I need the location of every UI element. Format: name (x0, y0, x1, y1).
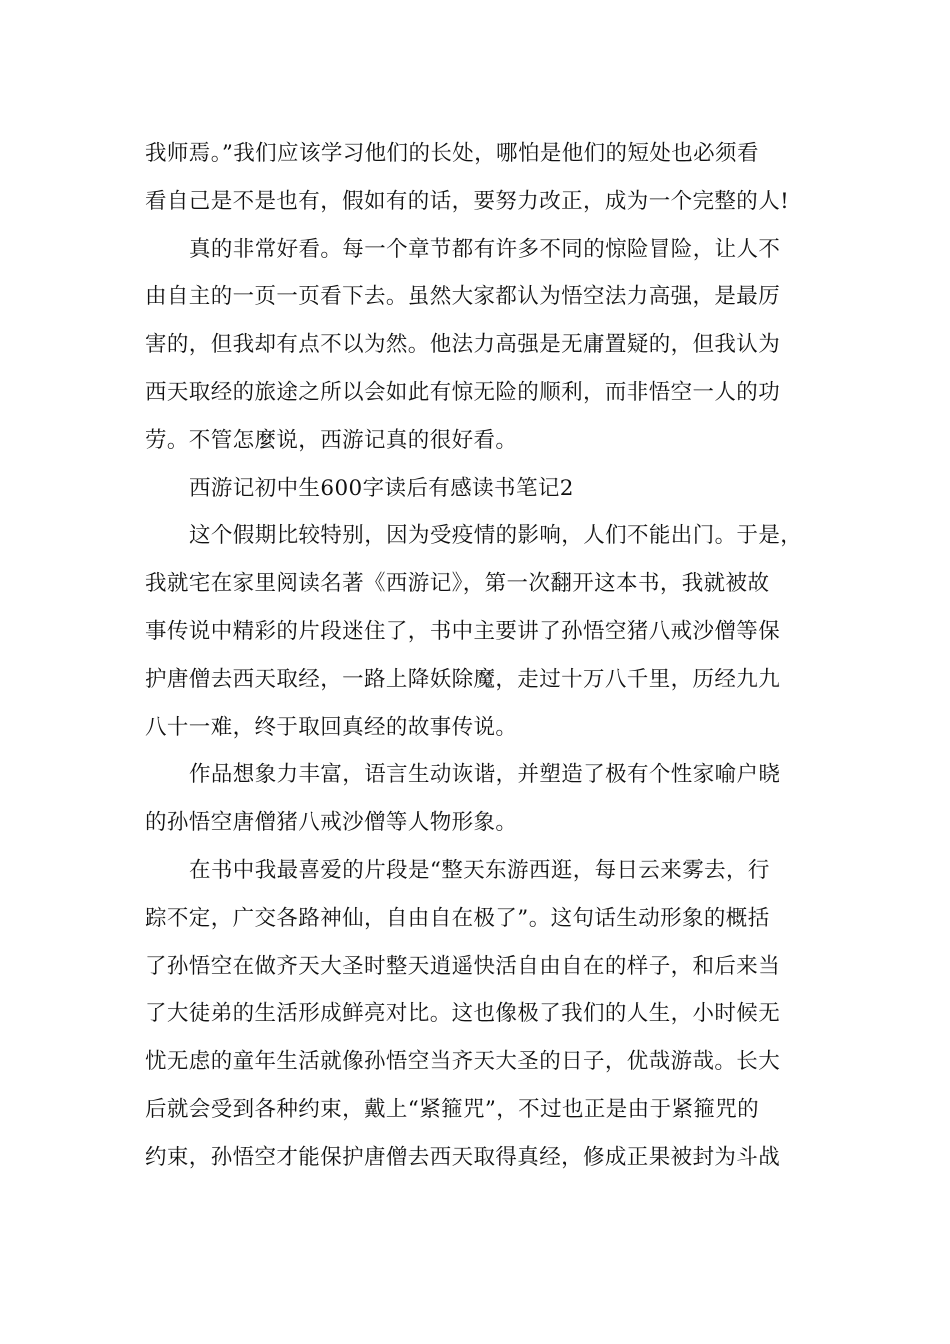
text-line: 了大徒弟的生活形成鲜亮对比。这也像极了我们的人生，小时候无 (145, 1001, 781, 1027)
text-line: 护唐僧去西天取经，一路上降妖除魔，走过十万八千里，历经九九 (145, 666, 781, 692)
text-line: 由自主的一页一页看下去。虽然大家都认为悟空法力高强，是最厉 (145, 284, 781, 310)
text-line: 的孙悟空唐僧猪八戒沙僧等人物形象。 (145, 810, 518, 836)
text-line: 看自己是不是也有，假如有的话，要努力改正，成为一个完整的人! (145, 188, 790, 214)
text-line: 八十一难，终于取回真经的故事传说。 (145, 714, 518, 740)
text-line: 了孙悟空在做齐天大圣时整天逍遥快活自由自在的样子，和后来当 (145, 953, 781, 979)
text-line: 约束，孙悟空才能保护唐僧去西天取得真经，修成正果被封为斗战 (145, 1144, 781, 1170)
text-line: 劳。不管怎麼说，西游记真的很好看。 (145, 427, 518, 453)
text-line: 踪不定，广交各路神仙，自由自在极了”。这句话生动形象的概括 (145, 905, 770, 931)
text-line: 西天取经的旅途之所以会如此有惊无险的顺利，而非悟空一人的功 (145, 379, 781, 405)
text-line: 后就会受到各种约束，戴上“紧箍咒”，不过也正是由于紧箍咒的 (145, 1096, 760, 1122)
text-line: 在书中我最喜爱的片段是“整天东游西逛，每日云来雾去，行 (189, 857, 770, 883)
document-body (145, 130, 815, 1182)
text-line: 我就宅在家里阅读名著《西游记》，第一次翻开这本书，我就被故 (145, 571, 770, 597)
text-line: 害的，但我却有点不以为然。他法力高强是无庸置疑的，但我认为 (145, 332, 781, 358)
text-line: 忧无虑的童年生活就像孙悟空当齐天大圣的日子，优哉游哉。长大 (145, 1049, 781, 1075)
text-line: 真的非常好看。每一个章节都有许多不同的惊险冒险，让人不 (189, 236, 781, 262)
text-line: 作品想象力丰富，语言生动诙谐，并塑造了极有个性家喻户晓 (189, 762, 781, 788)
text-line: 西游记初中生600字读后有感读书笔记2 (189, 475, 574, 501)
text-line: 我师焉。”我们应该学习他们的长处，哪怕是他们的短处也必须看 (145, 141, 759, 166)
text-line: 这个假期比较特别，因为受疫情的影响，人们不能出门。于是， (189, 523, 803, 549)
text-line: 事传说中精彩的片段迷住了，书中主要讲了孙悟空猪八戒沙僧等保 (145, 618, 781, 644)
